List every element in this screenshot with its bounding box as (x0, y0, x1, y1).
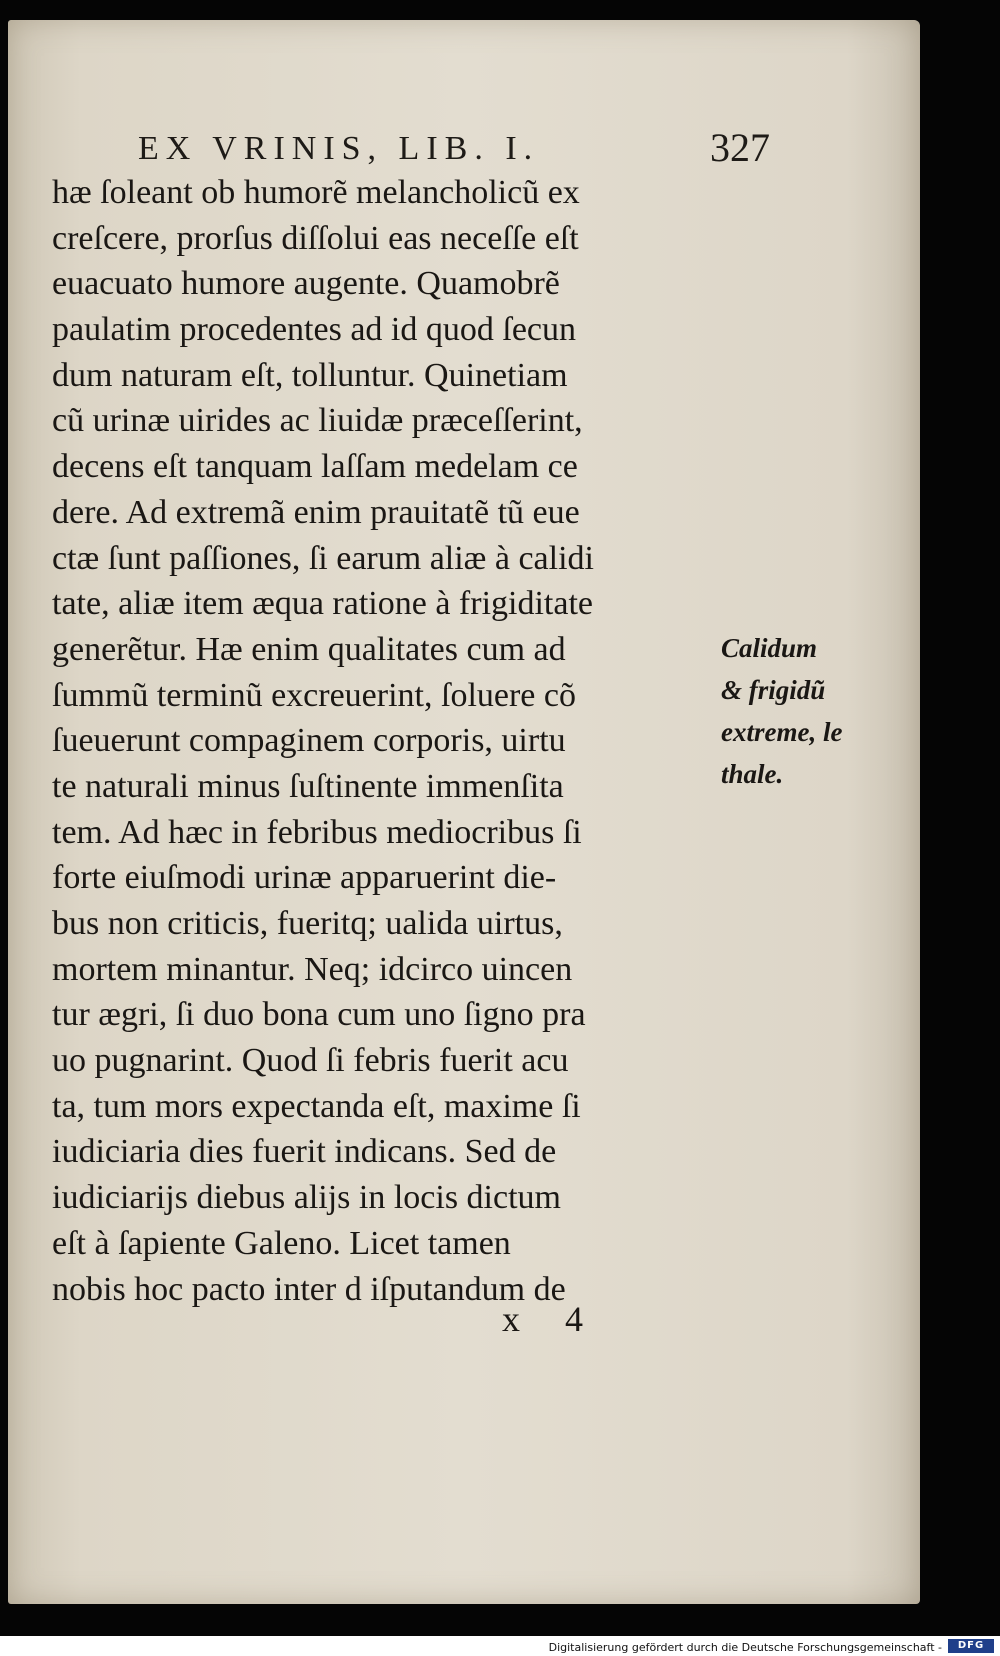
running-head: EX VRINIS, LIB. I. (138, 130, 540, 167)
text-line: tur ægri, ſi duo bona cum uno ſigno pra (52, 996, 586, 1034)
page-number: 327 (710, 125, 770, 170)
text-line: nobis hoc pacto inter d iſputandum de (52, 1270, 566, 1308)
text-line: paulatim procedentes ad id quod ſecun (52, 311, 576, 349)
marginal-note-line: & frigidũ (721, 675, 826, 705)
text-line: ctæ ſunt paſſiones, ſi earum aliæ à calidi (52, 539, 594, 577)
text-line: mortem minantur. Neq; idcirco uincen (52, 950, 573, 988)
marginal-note-line: extreme, le (721, 717, 843, 747)
marginal-note-line: Calidum (721, 633, 818, 663)
text-line: creſcere, prorſus diſſolui eas neceſſe eſt (52, 219, 579, 257)
text-line: tate, aliæ item æqua ratione à frigiditate (52, 585, 593, 623)
text-line: ta, tum mors expectanda eſt, maxime ſi (52, 1087, 581, 1125)
signature-mark: x 4 (502, 1299, 601, 1339)
text-line: eſt à ſapiente Galeno. Licet tamen (52, 1224, 511, 1262)
text-line: ſummũ terminũ excreuerint, ſoluere cõ (52, 676, 576, 714)
text-line: tem. Ad hæc in febribus mediocribus ſi (52, 813, 582, 851)
text-line: cũ urinæ uirides ac liuidæ præceſſerint, (52, 402, 583, 440)
text-line: euacuato humore augente. Quamobrẽ (52, 265, 560, 303)
text-line: bus non criticis, fueritq; ualida uirtus, (52, 905, 563, 942)
dfg-logo: DFG (948, 1639, 994, 1653)
text-line: dum naturam eſt, tolluntur. Quinetiam (52, 356, 568, 394)
text-line: hæ ſoleant ob humorẽ melancholicũ ex (52, 174, 580, 211)
marginal-note-line: thale. (721, 759, 784, 789)
marginal-note (721, 627, 842, 795)
text-line: uo pugnarint. Quod ſi febris fuerit acu (52, 1042, 569, 1080)
text-line: ſueuerunt compaginem corporis, uirtu (52, 722, 566, 760)
text-line: te naturali minus ſuſtinente immenſita (52, 767, 564, 805)
text-line: iudiciarijs diebus alijs in locis dictum (52, 1179, 561, 1217)
text-line: dere. Ad extremã enim prauitatẽ tũ eue (52, 493, 580, 531)
body-text (52, 170, 712, 1312)
text-line: forte eiuſmodi urinæ apparuerint die- (52, 859, 557, 897)
text-line: iudiciaria dies fuerit indicans. Sed de (52, 1133, 557, 1171)
text-line: decens eſt tanquam laſſam medelam ce (52, 448, 578, 486)
footer-bar (0, 1636, 1000, 1656)
funding-credit: Digitalisierung gefördert durch die Deutsche Forschungsgemeinschaft - (548, 1641, 942, 1654)
text-line: generẽtur. Hæ enim qualitates cum ad (52, 630, 566, 668)
book-page (8, 20, 920, 1604)
